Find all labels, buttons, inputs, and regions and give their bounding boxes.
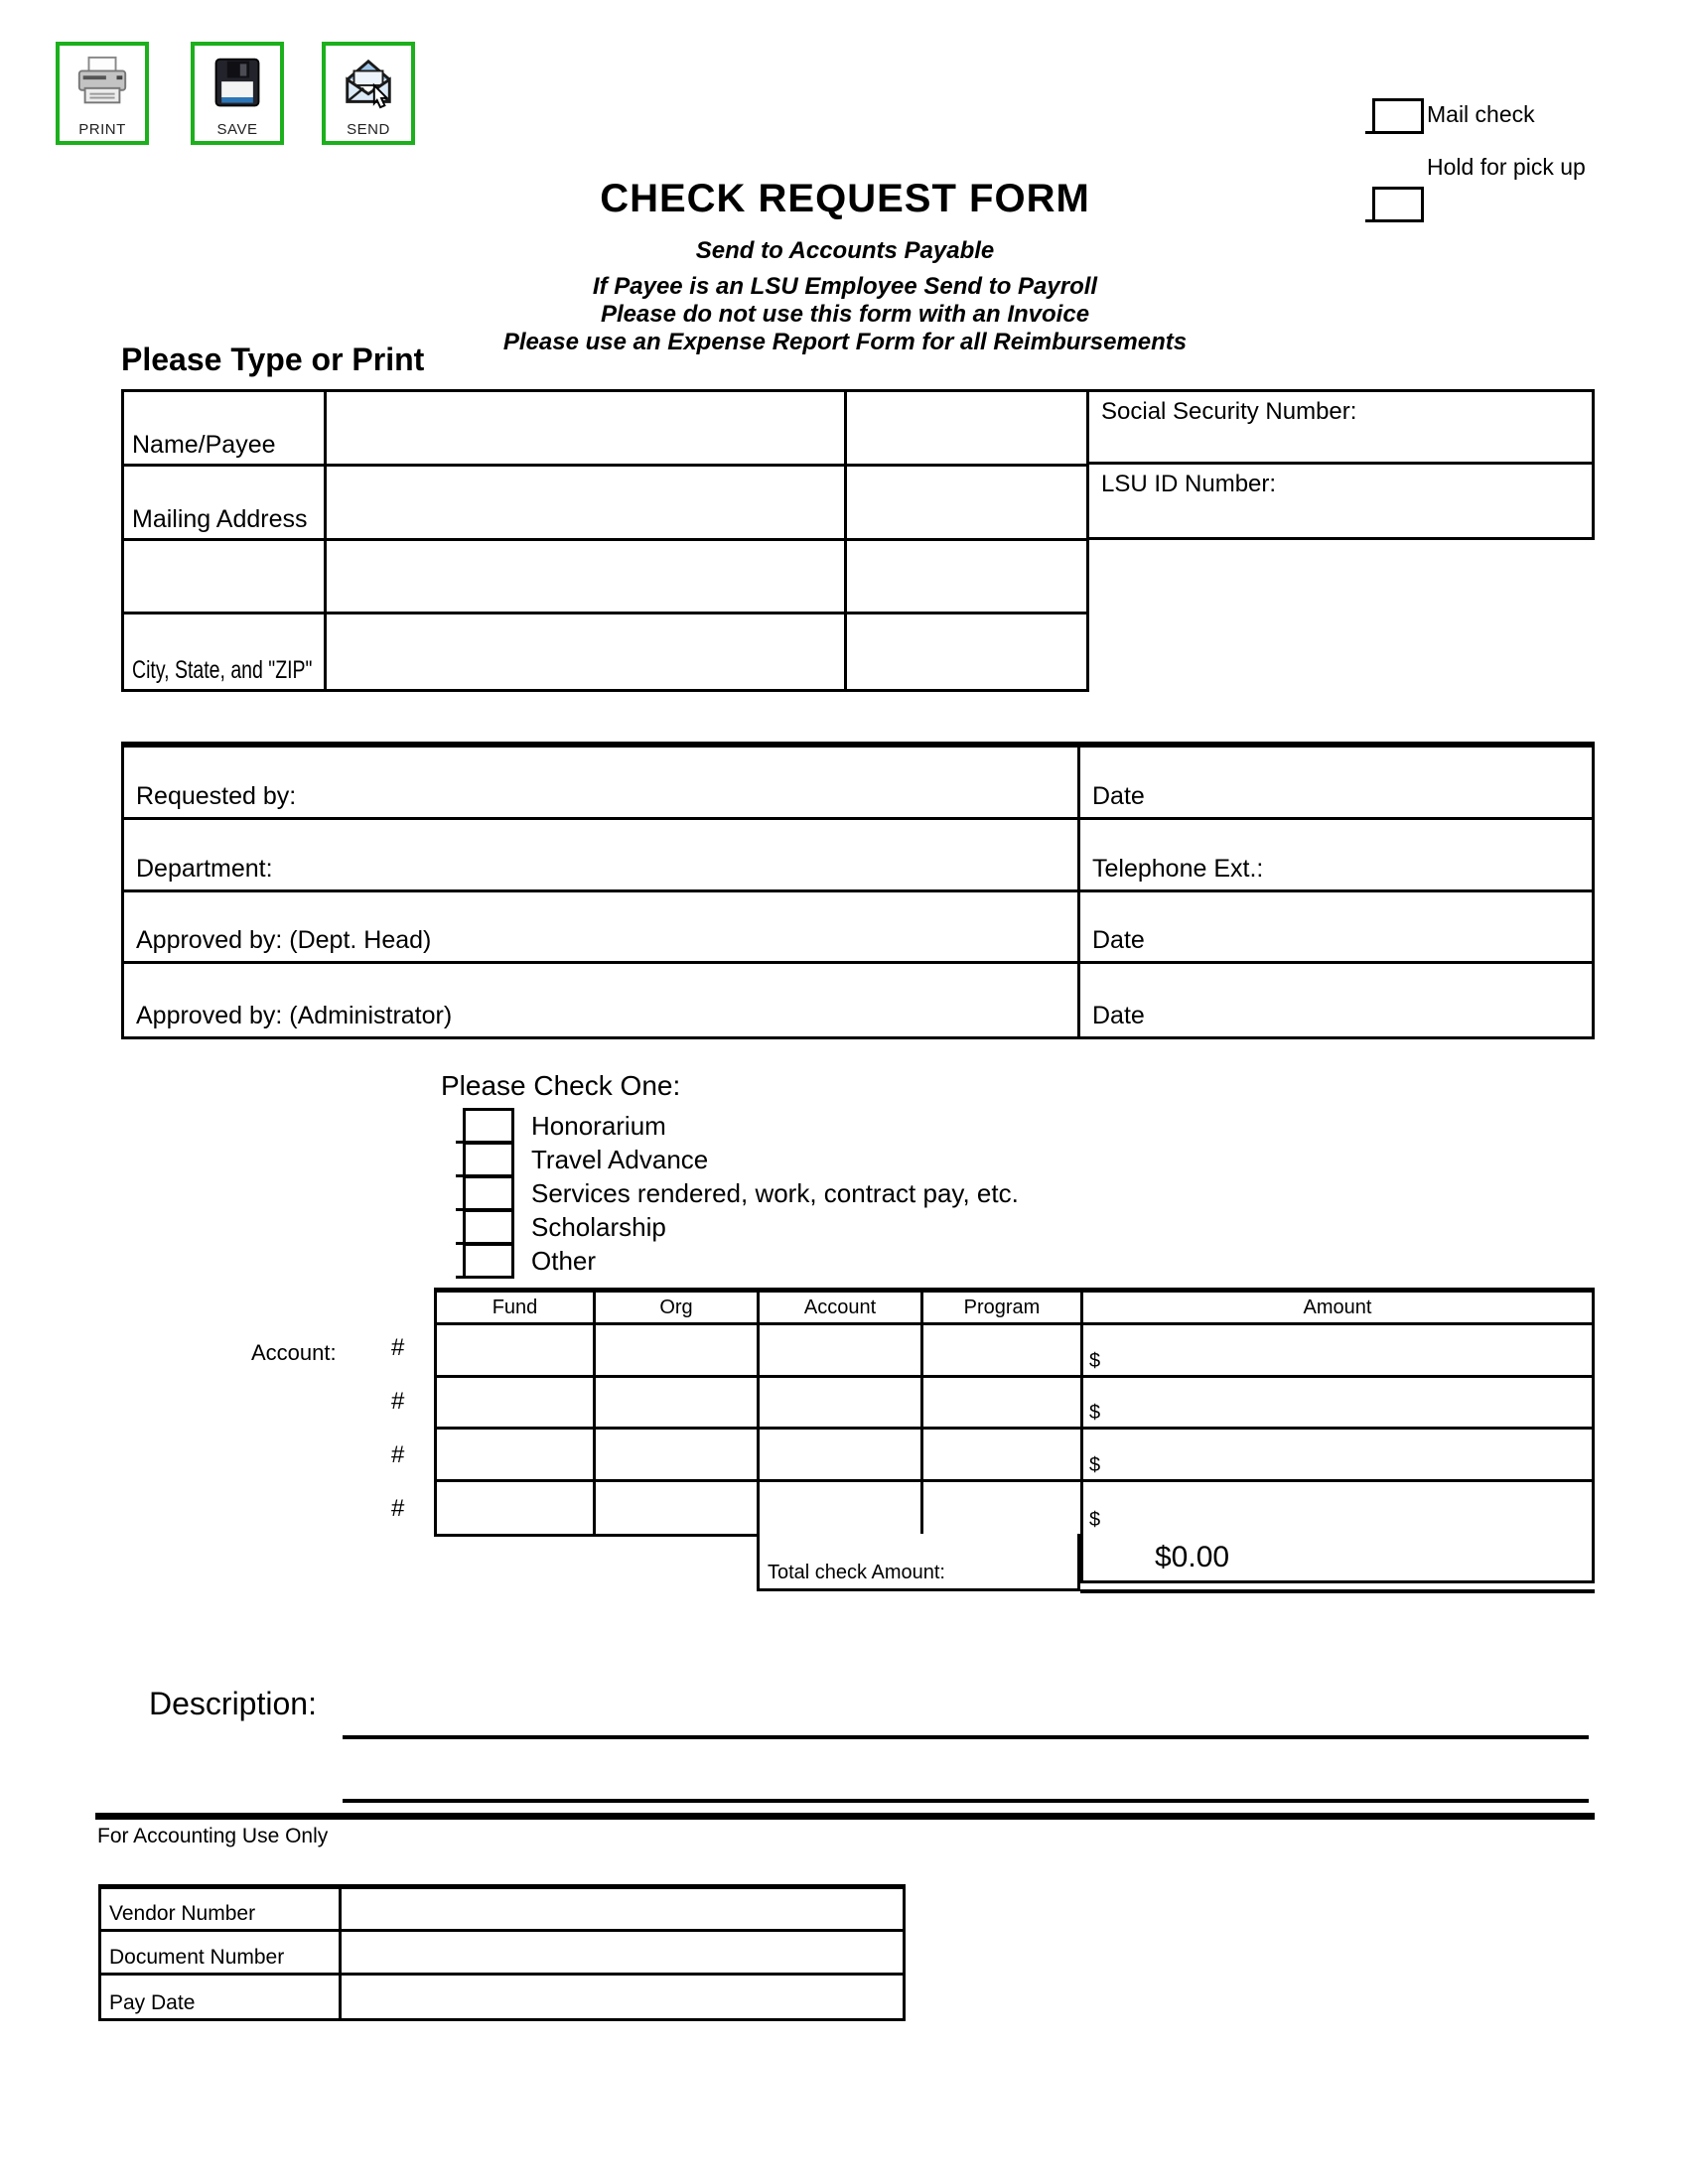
account-input-row4[interactable]	[760, 1482, 923, 1535]
services-rendered-checkbox[interactable]	[463, 1175, 514, 1211]
requested-date-label: Date	[1092, 781, 1145, 810]
mailing-address-label-cell	[124, 467, 327, 541]
city-state-zip-input[interactable]	[327, 614, 847, 689]
honorarium-checkbox[interactable]	[463, 1108, 514, 1144]
amount-input-row1[interactable]	[1083, 1325, 1592, 1378]
ssn-label: Social Security Number:	[1101, 398, 1357, 425]
approved-administrator-date-field[interactable]	[1080, 964, 1592, 1036]
honorarium-label: Honorarium	[531, 1110, 666, 1141]
vendor-number-input[interactable]	[342, 1889, 903, 1932]
approved-dept-head-date-label: Date	[1092, 926, 1145, 955]
dollar-sign: $	[1089, 1509, 1101, 1531]
city-state-zip-label: City, State, and "ZIP"	[132, 656, 313, 684]
approved-dept-head-label: Approved by: (Dept. Head)	[136, 926, 432, 955]
pay-date-label: Pay Date	[109, 1990, 196, 2014]
program-input-row2[interactable]	[923, 1378, 1083, 1431]
type-or-print-heading: Please Type or Print	[121, 341, 425, 377]
fund-input-row3[interactable]	[437, 1430, 596, 1482]
approved-administrator-field[interactable]	[124, 964, 1080, 1036]
check-one-item	[463, 1176, 1019, 1210]
department-label: Department:	[136, 854, 273, 883]
org-input-row2[interactable]	[596, 1378, 760, 1431]
dollar-sign: $	[1089, 1349, 1101, 1372]
save-button-label: SAVE	[216, 121, 258, 138]
subtitle-reimbursements: Please use an Expense Report Form for all Reimbursements	[502, 329, 1188, 355]
approved-administrator-label: Approved by: (Administrator)	[136, 1002, 453, 1029]
other-label: Other	[531, 1245, 597, 1276]
travel-advance-checkbox[interactable]	[463, 1142, 514, 1177]
check-one-heading: Please Check One:	[441, 1070, 681, 1101]
account-input-row1[interactable]	[760, 1325, 923, 1378]
account-row2-hash: #	[391, 1388, 405, 1415]
program-input-row4[interactable]	[923, 1482, 1083, 1535]
total-double-underline	[1080, 1589, 1595, 1593]
program-input-row1[interactable]	[923, 1325, 1083, 1378]
program-column-header: Program	[923, 1293, 1083, 1325]
mailing-address-extra-input[interactable]	[847, 467, 1086, 541]
org-input-row3[interactable]	[596, 1430, 760, 1482]
travel-advance-label: Travel Advance	[531, 1144, 709, 1174]
section-divider-rule	[95, 1813, 1595, 1820]
dollar-sign: $	[1089, 1402, 1101, 1424]
mail-check-label: Mail check	[1427, 101, 1535, 127]
check-one-item	[463, 1210, 666, 1244]
document-number-input[interactable]	[342, 1932, 903, 1975]
envelope-send-icon	[340, 46, 397, 121]
accounting-table	[98, 1884, 906, 2021]
account-input-row3[interactable]	[760, 1430, 923, 1482]
name-payee-extra-input[interactable]	[847, 392, 1086, 467]
account-column-header: Account	[760, 1293, 923, 1325]
other-checkbox[interactable]	[463, 1243, 514, 1279]
total-check-amount-label: Total check Amount:	[768, 1562, 945, 1583]
description-line-1[interactable]	[343, 1735, 1589, 1739]
check-one-item	[463, 1244, 596, 1278]
org-input-row4[interactable]	[596, 1482, 760, 1535]
org-input-row1[interactable]	[596, 1325, 760, 1378]
check-one-item	[463, 1109, 666, 1143]
print-button-label: PRINT	[78, 121, 126, 138]
ssn-field[interactable]	[1089, 392, 1592, 465]
floppy-disk-icon	[210, 46, 265, 121]
pay-date-label-cell	[101, 1976, 342, 2018]
send-button[interactable]	[322, 42, 415, 145]
address-line2-label-cell	[124, 541, 327, 615]
scholarship-checkbox[interactable]	[463, 1209, 514, 1245]
save-button[interactable]	[191, 42, 284, 145]
lsu-id-field[interactable]	[1089, 465, 1592, 537]
address-line2-input[interactable]	[327, 541, 847, 615]
subtitle-accounts-payable: Send to Accounts Payable	[695, 237, 995, 264]
account-label: Account:	[251, 1340, 337, 1365]
program-input-row3[interactable]	[923, 1430, 1083, 1482]
description-label: Description:	[149, 1686, 317, 1721]
requested-date-field[interactable]	[1080, 748, 1592, 820]
department-field[interactable]	[124, 820, 1080, 892]
print-button[interactable]	[56, 42, 149, 145]
mail-check-checkbox[interactable]	[1372, 98, 1424, 134]
amount-column-header: Amount	[1083, 1293, 1592, 1325]
check-one-item	[463, 1143, 708, 1176]
amount-input-row3[interactable]	[1083, 1430, 1592, 1482]
telephone-ext-label: Telephone Ext.:	[1092, 854, 1264, 883]
address-line2-extra-input[interactable]	[847, 541, 1086, 615]
total-check-amount-label-cell	[757, 1534, 1080, 1591]
vendor-number-label: Vendor Number	[109, 1902, 256, 1926]
name-payee-input[interactable]	[327, 392, 847, 467]
hold-for-pickup-label: Hold for pick up	[1427, 154, 1586, 180]
account-table	[434, 1288, 1595, 1537]
requested-by-field[interactable]	[124, 748, 1080, 820]
amount-input-row2[interactable]	[1083, 1378, 1592, 1431]
fund-input-row1[interactable]	[437, 1325, 596, 1378]
vendor-number-label-cell	[101, 1889, 342, 1932]
name-payee-label: Name/Payee	[132, 430, 276, 459]
pay-date-input[interactable]	[342, 1976, 903, 2018]
fund-column-header: Fund	[437, 1293, 596, 1325]
request-approval-table	[121, 742, 1595, 1039]
description-line-2[interactable]	[343, 1799, 1589, 1803]
org-column-header: Org	[596, 1293, 760, 1325]
approved-administrator-date-label: Date	[1092, 1002, 1145, 1029]
document-number-label-cell	[101, 1932, 342, 1975]
subtitle-invoice: Please do not use this form with an Invoice	[600, 301, 1090, 328]
approved-dept-head-date-field[interactable]	[1080, 892, 1592, 965]
name-payee-label-cell	[124, 392, 327, 467]
document-number-label: Document Number	[109, 1945, 285, 1969]
send-button-label: SEND	[347, 121, 390, 138]
account-row1-hash: #	[391, 1334, 405, 1361]
telephone-ext-field[interactable]	[1080, 820, 1592, 892]
approved-dept-head-field[interactable]	[124, 892, 1080, 965]
printer-icon	[73, 46, 131, 121]
subtitle-payroll: If Payee is an LSU Employee Send to Payroll	[592, 273, 1098, 300]
mailing-address-input[interactable]	[327, 467, 847, 541]
payee-table	[121, 389, 1089, 692]
accounting-use-only-heading: For Accounting Use Only	[97, 1825, 329, 1847]
requested-by-label: Requested by:	[136, 781, 297, 810]
mailing-address-label: Mailing Address	[132, 504, 308, 533]
account-row3-hash: #	[391, 1441, 405, 1468]
services-rendered-label: Services rendered, work, contract pay, etc.	[531, 1177, 1019, 1208]
total-amount-text: $0.00	[1155, 1540, 1230, 1573]
city-state-zip-label-cell	[124, 614, 327, 689]
lsu-id-label: LSU ID Number:	[1101, 471, 1277, 497]
fund-input-row4[interactable]	[437, 1482, 596, 1535]
page-title: CHECK REQUEST FORM	[600, 177, 1090, 220]
city-state-zip-extra-input[interactable]	[847, 614, 1086, 689]
fund-input-row2[interactable]	[437, 1378, 596, 1431]
account-row4-hash: #	[391, 1495, 405, 1522]
total-check-amount-value	[1080, 1534, 1595, 1583]
scholarship-label: Scholarship	[531, 1211, 666, 1242]
amount-input-row4[interactable]	[1083, 1482, 1592, 1535]
id-numbers-box	[1086, 389, 1595, 540]
account-input-row2[interactable]	[760, 1378, 923, 1431]
dollar-sign: $	[1089, 1453, 1101, 1476]
